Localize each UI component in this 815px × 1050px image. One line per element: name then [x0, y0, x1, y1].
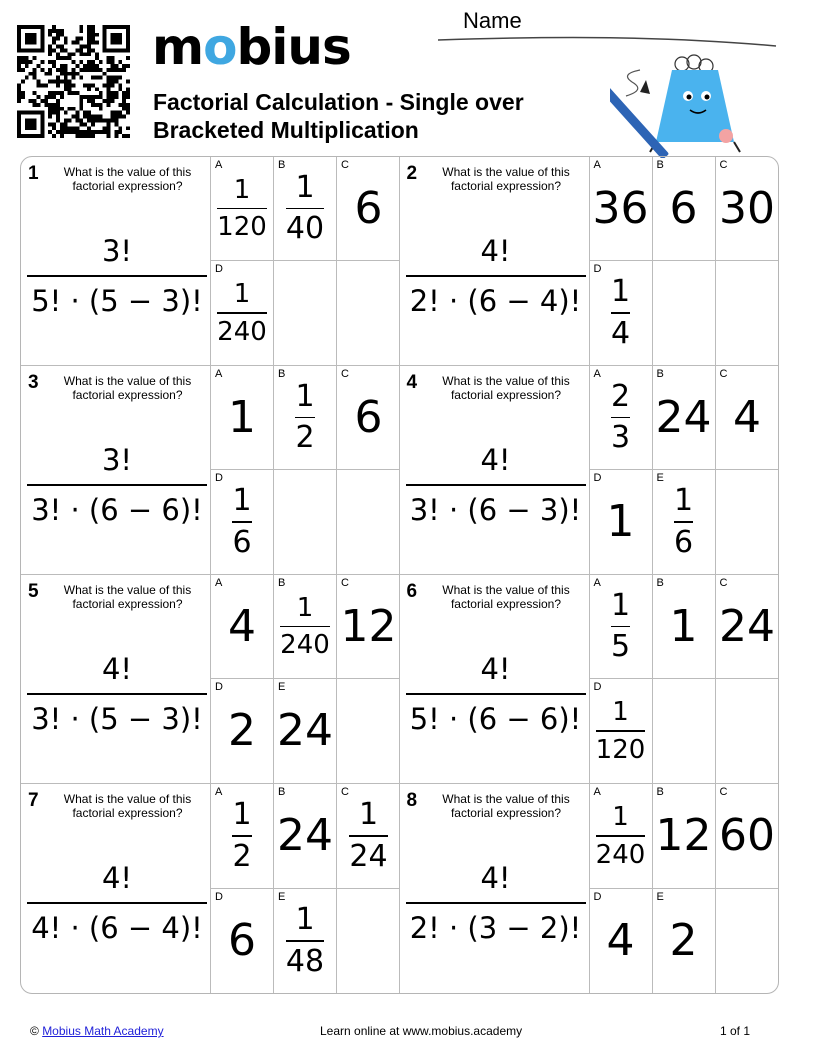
- expression-numerator: 4!: [480, 652, 511, 686]
- fraction-numerator: 1: [673, 483, 694, 519]
- fraction-bar: [27, 902, 207, 904]
- mascot-illustration: [610, 50, 750, 158]
- factorial-expression: [406, 858, 586, 946]
- choice-value: 1: [228, 391, 256, 443]
- problem-8: [400, 784, 779, 993]
- question-panel: [21, 575, 211, 783]
- answer-choice-d[interactable]: [211, 679, 274, 783]
- answer-choice-c[interactable]: [337, 575, 400, 679]
- fraction-denominator: 40: [285, 211, 325, 247]
- answer-choice-c[interactable]: [716, 575, 779, 679]
- choice-value: 4: [733, 391, 761, 443]
- expression-numerator: 4!: [101, 652, 133, 686]
- choice-value: 2: [228, 705, 256, 756]
- problems-grid: [20, 156, 779, 994]
- choice-letter: A: [593, 786, 601, 798]
- question-panel: [400, 784, 590, 993]
- fraction-bar: [27, 693, 207, 695]
- choice-letter: D: [215, 890, 223, 903]
- problem-1: [21, 157, 400, 366]
- fraction-numerator: 1: [232, 797, 252, 832]
- answer-choices: [211, 575, 400, 783]
- problem-number: 8: [406, 790, 418, 811]
- choice-value: 30: [719, 182, 775, 234]
- answer-choices: [590, 575, 779, 783]
- choice-letter: E: [278, 681, 286, 693]
- answer-choice-b[interactable]: [274, 784, 337, 889]
- problem-number: 5: [28, 581, 39, 602]
- page-title: Factorial Calculation - Single over Bracketed Multiplication: [153, 89, 524, 143]
- choice-letter: D: [593, 681, 602, 693]
- choice-fraction: [286, 171, 324, 247]
- choice-letter: A: [593, 159, 601, 171]
- answer-choice-b[interactable]: [653, 157, 716, 261]
- choice-value: 1: [669, 600, 698, 652]
- answer-choices: [211, 784, 400, 993]
- fraction-bar: [674, 521, 693, 523]
- problem-3: [21, 366, 400, 575]
- answer-choice-a[interactable]: [211, 366, 274, 470]
- empty-choice-cell: [716, 679, 779, 783]
- factorial-expression: [27, 649, 207, 737]
- answer-choice-b[interactable]: [274, 157, 337, 261]
- footer-copyright: [30, 1024, 164, 1038]
- answer-choices: [211, 366, 400, 574]
- choice-fraction: [217, 279, 267, 347]
- question-text: What is the value of this factorial expression?: [63, 165, 192, 193]
- choice-value: 4: [228, 600, 256, 652]
- expression-denominator: 2! · (3 − 2)!: [409, 910, 582, 945]
- empty-choice-cell: [337, 679, 400, 783]
- answer-choice-b[interactable]: [653, 366, 716, 470]
- fraction-denominator: 240: [217, 316, 267, 347]
- fraction-denominator: 120: [595, 734, 646, 765]
- answer-choice-a[interactable]: [590, 157, 653, 261]
- fraction-denominator: 5: [610, 629, 631, 665]
- empty-choice-cell: [337, 889, 400, 994]
- answer-choice-a[interactable]: [590, 575, 653, 679]
- mobius-logo: [152, 18, 351, 76]
- expression-numerator: 3!: [101, 234, 133, 268]
- problem-4: [400, 366, 779, 575]
- choice-letter: A: [593, 368, 601, 380]
- empty-choice-cell: [716, 889, 779, 994]
- answer-choice-c[interactable]: [716, 157, 779, 261]
- fraction-denominator: 4: [610, 315, 631, 351]
- answer-choice-d[interactable]: [211, 261, 274, 365]
- problem-number: 1: [28, 163, 39, 184]
- choice-value: 24: [719, 600, 775, 652]
- choice-value: 2: [669, 914, 698, 966]
- problem-6: [400, 575, 779, 784]
- expression-denominator: 3! · (6 − 3)!: [409, 492, 582, 527]
- answer-choices: [590, 784, 779, 993]
- fraction-bar: [286, 208, 324, 210]
- problem-5: [21, 575, 400, 784]
- fraction-bar: [295, 417, 314, 419]
- choice-letter: C: [341, 577, 349, 589]
- choice-letter: B: [656, 368, 664, 380]
- choice-letter: B: [656, 786, 664, 798]
- fraction-numerator: 1: [612, 802, 629, 832]
- footer-learn-online: Learn online at www.mobius.academy: [320, 1024, 523, 1038]
- fraction-denominator: 2: [295, 420, 315, 456]
- fraction-bar: [596, 730, 646, 732]
- question-panel: [400, 575, 590, 783]
- empty-choice-cell: [337, 470, 400, 574]
- fraction-denominator: 2: [232, 838, 252, 874]
- choice-value: 60: [719, 809, 775, 861]
- fraction-bar: [27, 484, 207, 486]
- choice-value: 24: [277, 705, 333, 756]
- expression-denominator: 3! · (6 − 6)!: [31, 492, 203, 527]
- choice-value: 6: [228, 914, 256, 966]
- answer-choice-c[interactable]: [337, 784, 400, 889]
- choice-letter: A: [215, 159, 223, 171]
- choice-fraction: [232, 484, 251, 560]
- question-panel: [21, 784, 211, 993]
- choice-value: 6: [354, 182, 383, 234]
- choice-fraction: [674, 484, 693, 560]
- choice-fraction: [349, 798, 387, 874]
- empty-choice-cell: [274, 261, 337, 365]
- fraction-bar: [611, 626, 630, 628]
- choice-letter: B: [278, 786, 286, 798]
- question-text: What is the value of this factorial expression?: [442, 583, 570, 611]
- fraction-numerator: 1: [358, 797, 379, 832]
- choice-fraction: [611, 589, 630, 665]
- expression-denominator: 5! · (5 − 3)!: [31, 283, 203, 318]
- expression-numerator: 4!: [480, 443, 511, 477]
- fraction-numerator: 1: [233, 174, 251, 205]
- choice-value: 4: [606, 914, 635, 966]
- choice-value: 6: [354, 391, 383, 443]
- choice-letter: E: [278, 890, 286, 903]
- fraction-bar: [280, 626, 330, 628]
- choice-letter: C: [341, 159, 349, 171]
- question-panel: [400, 366, 590, 574]
- problem-number: 2: [406, 163, 418, 184]
- fraction-numerator: 1: [610, 587, 631, 623]
- factorial-expression: [406, 231, 586, 319]
- answer-choice-b[interactable]: [274, 575, 337, 679]
- answer-choice-a[interactable]: [590, 784, 653, 889]
- choice-value: 24: [655, 391, 712, 443]
- answer-choice-c[interactable]: [337, 366, 400, 470]
- choice-letter: D: [215, 263, 223, 275]
- answer-choice-b[interactable]: [274, 366, 337, 470]
- choice-value: 36: [592, 182, 649, 234]
- fraction-bar: [406, 275, 586, 277]
- question-panel: [21, 157, 211, 365]
- fraction-bar: [611, 312, 630, 314]
- choice-letter: D: [215, 472, 223, 484]
- fraction-numerator: 1: [295, 902, 315, 937]
- answer-choice-e[interactable]: [653, 889, 716, 994]
- question-text: What is the value of this factorial expression?: [63, 374, 192, 402]
- choice-letter: C: [341, 368, 349, 380]
- fraction-denominator: 6: [673, 524, 694, 560]
- answer-choice-d[interactable]: [590, 679, 653, 783]
- fraction-bar: [286, 940, 324, 942]
- answer-choice-d[interactable]: [211, 470, 274, 574]
- fraction-denominator: 24: [349, 838, 388, 874]
- fraction-denominator: 240: [595, 839, 646, 870]
- expression-numerator: 4!: [101, 861, 133, 895]
- factorial-expression: [406, 649, 586, 737]
- answer-choice-a[interactable]: [211, 157, 274, 261]
- empty-choice-cell: [716, 470, 779, 574]
- answer-choice-c[interactable]: [716, 784, 779, 889]
- answer-choice-a[interactable]: [211, 575, 274, 679]
- fraction-numerator: 1: [612, 697, 629, 728]
- expression-numerator: 4!: [480, 234, 511, 268]
- answer-choice-b[interactable]: [653, 784, 716, 889]
- problem-number: 4: [406, 372, 418, 393]
- fraction-numerator: 2: [610, 378, 631, 414]
- choice-letter: D: [593, 472, 602, 484]
- choice-fraction: [280, 593, 330, 661]
- fraction-numerator: 1: [295, 169, 315, 205]
- choice-letter: B: [278, 368, 286, 380]
- choice-letter: C: [341, 786, 349, 798]
- logo-drop-letter: o: [203, 18, 237, 76]
- fraction-numerator: 1: [232, 483, 252, 519]
- empty-choice-cell: [274, 470, 337, 574]
- fraction-bar: [217, 312, 267, 314]
- expression-denominator: 4! · (6 − 4)!: [31, 910, 203, 945]
- problem-number: 3: [28, 372, 39, 393]
- choice-fraction: [232, 798, 251, 874]
- choice-fraction: [611, 275, 630, 351]
- problem-number: 6: [406, 581, 418, 602]
- question-panel: [21, 366, 211, 574]
- factorial-expression: [27, 858, 207, 946]
- answer-choice-d[interactable]: [211, 889, 274, 994]
- choice-fraction: [596, 697, 646, 765]
- empty-choice-cell: [653, 679, 716, 783]
- choice-letter: D: [593, 263, 602, 275]
- expression-denominator: 5! · (6 − 6)!: [409, 701, 582, 736]
- fraction-bar: [611, 417, 630, 419]
- choice-letter: A: [215, 368, 223, 380]
- fraction-bar: [217, 208, 267, 210]
- copyright-symbol: ©: [30, 1024, 39, 1038]
- question-panel: [400, 157, 590, 365]
- problem-number: 7: [28, 790, 39, 811]
- fraction-numerator: 1: [296, 592, 314, 623]
- answer-choice-e[interactable]: [274, 889, 337, 994]
- choice-letter: A: [215, 577, 223, 589]
- factorial-expression: [27, 231, 207, 319]
- empty-choice-cell: [337, 261, 400, 365]
- answer-choice-c[interactable]: [337, 157, 400, 261]
- choice-letter: C: [719, 368, 728, 380]
- choice-letter: C: [719, 577, 728, 589]
- question-text: What is the value of this factorial expression?: [63, 583, 192, 611]
- choice-value: 24: [277, 809, 333, 861]
- expression-numerator: 3!: [101, 443, 133, 477]
- choice-fraction: [596, 802, 646, 870]
- factorial-expression: [27, 440, 207, 528]
- question-text: What is the value of this factorial expression?: [442, 165, 570, 193]
- fraction-bar: [349, 835, 387, 837]
- choice-letter: B: [278, 577, 286, 589]
- qr-code: [17, 25, 130, 138]
- fraction-bar: [406, 902, 586, 904]
- fraction-denominator: 6: [232, 524, 252, 560]
- choice-letter: A: [593, 577, 601, 589]
- answer-choice-a[interactable]: [590, 366, 653, 470]
- answer-choice-e[interactable]: [653, 470, 716, 574]
- empty-choice-cell: [716, 261, 779, 365]
- answer-choice-c[interactable]: [716, 366, 779, 470]
- choice-fraction: [286, 903, 324, 979]
- answer-choice-b[interactable]: [653, 575, 716, 679]
- footer-page-number: 1 of 1: [720, 1024, 751, 1038]
- fraction-bar: [406, 693, 586, 695]
- choice-value: 1: [606, 496, 635, 547]
- expression-denominator: 2! · (6 − 4)!: [409, 283, 582, 318]
- fraction-bar: [596, 835, 646, 837]
- fraction-bar: [406, 484, 586, 486]
- fraction-bar: [232, 521, 251, 523]
- choice-letter: B: [656, 577, 664, 589]
- fraction-denominator: 3: [610, 420, 631, 456]
- logo-text: mobius: [152, 18, 351, 76]
- problem-2: [400, 157, 779, 366]
- choice-letter: D: [593, 890, 602, 903]
- factorial-expression: [406, 440, 586, 528]
- choice-fraction: [217, 175, 267, 243]
- choice-fraction: [295, 380, 314, 456]
- fraction-bar: [27, 275, 207, 277]
- fraction-denominator: 240: [280, 630, 330, 661]
- choice-letter: B: [656, 159, 664, 171]
- answer-choice-a[interactable]: [211, 784, 274, 889]
- name-label: Name: [463, 8, 522, 33]
- question-text: What is the value of this factorial expression?: [442, 374, 570, 402]
- answer-choice-d[interactable]: [590, 470, 653, 574]
- answer-choice-d[interactable]: [590, 261, 653, 365]
- question-text: What is the value of this factorial expression?: [442, 792, 570, 820]
- expression-numerator: 4!: [480, 861, 511, 895]
- answer-choice-d[interactable]: [590, 889, 653, 994]
- choice-fraction: [611, 380, 630, 456]
- fraction-numerator: 1: [610, 274, 631, 310]
- choice-letter: E: [656, 890, 664, 903]
- fraction-denominator: 48: [285, 943, 325, 979]
- fraction-numerator: 1: [233, 279, 251, 310]
- fraction-bar: [232, 835, 251, 837]
- choice-value: 12: [655, 809, 712, 861]
- empty-choice-cell: [653, 261, 716, 365]
- answer-choices: [590, 366, 779, 574]
- choice-letter: C: [719, 159, 728, 171]
- choice-letter: B: [278, 159, 286, 171]
- answer-choices: [211, 157, 400, 365]
- problem-7: [21, 784, 400, 993]
- answer-choices: [590, 157, 779, 365]
- mobius-academy-link[interactable]: Mobius Math Academy: [42, 1024, 164, 1038]
- choice-letter: C: [719, 786, 728, 798]
- choice-value: 6: [669, 182, 698, 234]
- fraction-numerator: 1: [295, 378, 315, 414]
- choice-letter: D: [215, 681, 223, 693]
- choice-value: 12: [340, 600, 397, 652]
- answer-choice-e[interactable]: [274, 679, 337, 783]
- choice-letter: A: [215, 786, 223, 798]
- question-text: What is the value of this factorial expression?: [63, 792, 192, 820]
- fraction-denominator: 120: [217, 212, 267, 243]
- expression-denominator: 3! · (5 − 3)!: [31, 701, 203, 736]
- choice-letter: E: [656, 472, 664, 484]
